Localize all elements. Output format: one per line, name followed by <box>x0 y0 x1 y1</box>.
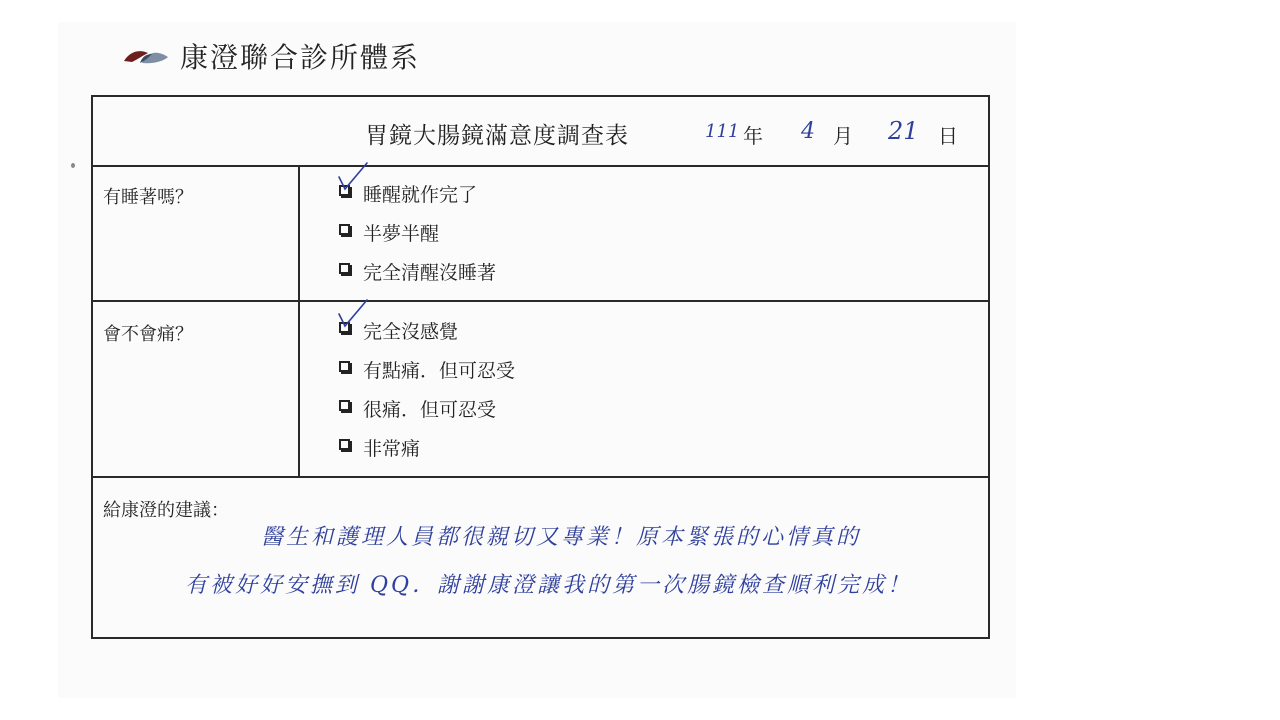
handwritten-comment-line: 醫生和護理人員都很親切又專業！原本緊張的心情真的 <box>261 525 862 550</box>
handwritten-check-icon <box>337 169 373 199</box>
checkbox[interactable] <box>339 224 350 235</box>
clinic-header <box>122 36 420 76</box>
option-item[interactable] <box>339 258 496 297</box>
question-section-pain <box>93 302 988 478</box>
checkbox[interactable] <box>339 439 350 450</box>
date-month: 4 <box>801 119 815 144</box>
question-label: 有睡著嗎？ <box>103 187 193 208</box>
option-list <box>339 180 496 297</box>
question-label: 會不會痛？ <box>103 324 193 345</box>
option-label: 睡醒就作完了 <box>363 184 478 206</box>
checkbox[interactable] <box>339 263 350 274</box>
option-label: 半夢半醒 <box>363 223 440 245</box>
checkbox[interactable] <box>339 185 350 196</box>
option-item[interactable] <box>339 434 515 473</box>
scan-speck <box>71 163 75 168</box>
question-section-sleep <box>93 165 988 302</box>
option-item[interactable] <box>339 317 515 356</box>
option-label: 有點痛．但可忍受 <box>363 360 516 382</box>
handwritten-check-icon <box>337 306 373 336</box>
option-label: 完全清醒沒睡著 <box>363 262 497 284</box>
option-label: 完全沒感覺 <box>363 321 459 343</box>
column-divider <box>298 165 300 300</box>
column-divider <box>298 302 300 476</box>
option-label: 非常痛 <box>363 438 421 460</box>
checkbox[interactable] <box>339 361 350 372</box>
option-item[interactable] <box>339 395 515 434</box>
suggestion-section <box>93 478 988 641</box>
checkbox[interactable] <box>339 322 350 333</box>
checkbox[interactable] <box>339 400 350 411</box>
form-title: 胃鏡大腸鏡滿意度調查表 <box>365 123 629 149</box>
date-day: 21 <box>888 117 919 145</box>
option-item[interactable] <box>339 180 496 219</box>
date-year-label: 年 <box>743 124 763 148</box>
option-item[interactable] <box>339 219 496 258</box>
option-list <box>339 317 515 473</box>
date-month-label: 月 <box>833 124 853 148</box>
option-label: 很痛．但可忍受 <box>363 399 497 421</box>
form-title-row <box>93 97 988 167</box>
handwritten-comment-line: 有被好好安撫到 QQ．謝謝康澄讓我的第一次腸鏡檢查順利完成！ <box>185 573 913 598</box>
option-item[interactable] <box>339 356 515 395</box>
suggestion-label: 給康澄的建議： <box>103 500 229 521</box>
clinic-name: 康澄聯合診所體系 <box>180 41 421 74</box>
leaf-logo-icon <box>122 45 172 67</box>
satisfaction-survey-form <box>91 95 990 639</box>
date-day-label: 日 <box>938 124 958 148</box>
date-year: 111 <box>705 121 740 142</box>
